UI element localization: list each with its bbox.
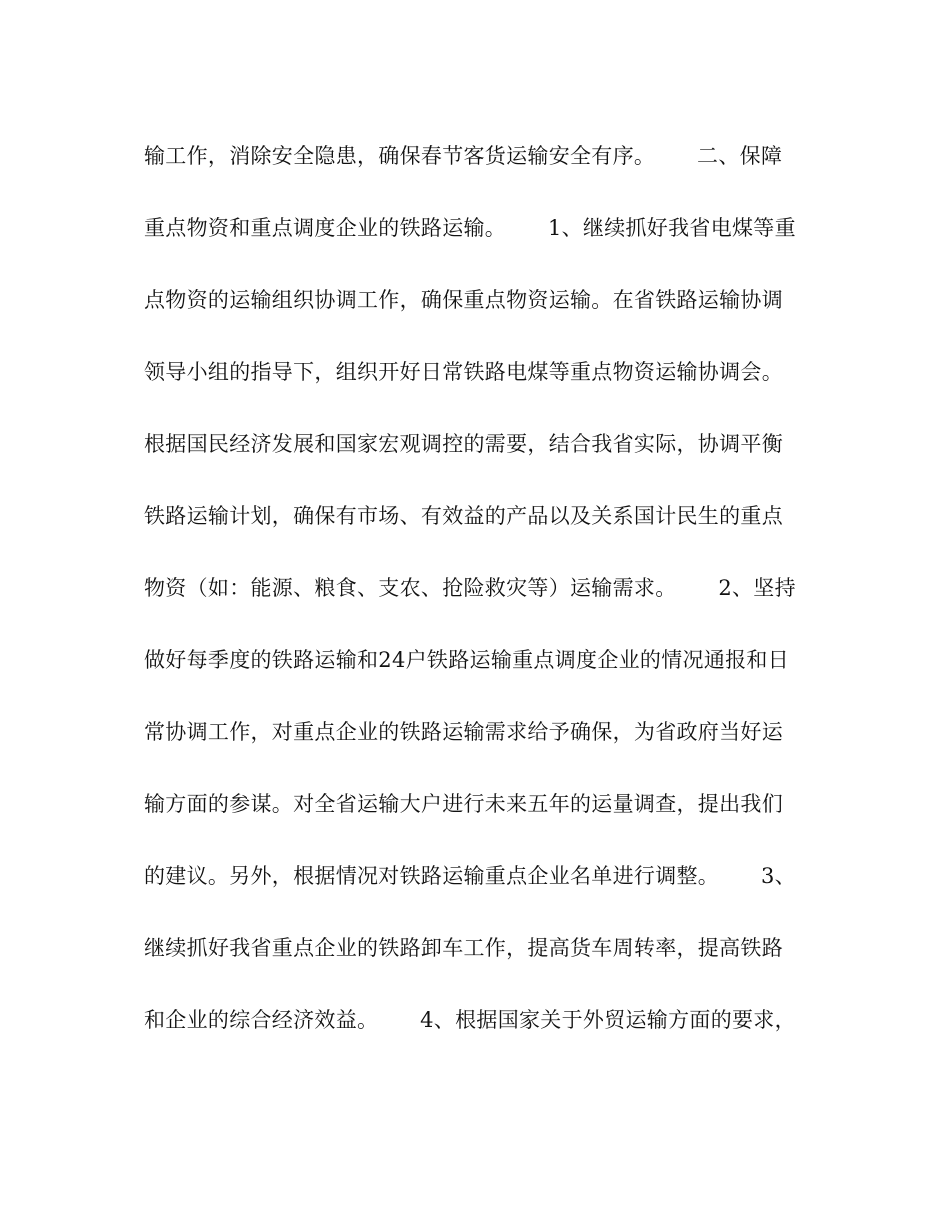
body-text-line: 继续抓好我省重点企业的铁路卸车工作，提高货车周转率，提高铁路: [144, 936, 783, 960]
body-text-line: 点物资的运输组织协调工作，确保重点物资运输。在省铁路运输协调: [144, 288, 783, 312]
body-text-line: 和企业的综合经济效益。 4、根据国家关于外贸运输方面的要求，: [144, 1008, 796, 1032]
body-text-line: 的建议。另外，根据情况对铁路运输重点企业名单进行调整。 3、: [144, 864, 796, 888]
body-text-line: 重点物资和重点调度企业的铁路运输。 1、继续抓好我省电煤等重: [144, 216, 796, 240]
body-text-line: 常协调工作，对重点企业的铁路运输需求给予确保，为省政府当好运: [144, 720, 783, 744]
body-text-line: 输工作，消除安全隐患，确保春节客货运输安全有序。 二、保障: [144, 144, 783, 168]
body-text-line: 输方面的参谋。对全省运输大户进行未来五年的运量调查，提出我们: [144, 792, 783, 816]
body-text-line: 根据国民经济发展和国家宏观调控的需要，结合我省实际，协调平衡: [144, 432, 783, 456]
body-text-line: 物资（如：能源、粮食、支农、抢险救灾等）运输需求。 2、坚持: [144, 576, 796, 600]
body-text-line: 做好每季度的铁路运输和24户铁路运输重点调度企业的情况通报和日: [144, 648, 790, 672]
body-text-line: 领导小组的指导下，组织开好日常铁路电煤等重点物资运输协调会。: [144, 360, 783, 384]
body-text-line: 铁路运输计划，确保有市场、有效益的产品以及关系国计民生的重点: [144, 504, 783, 528]
